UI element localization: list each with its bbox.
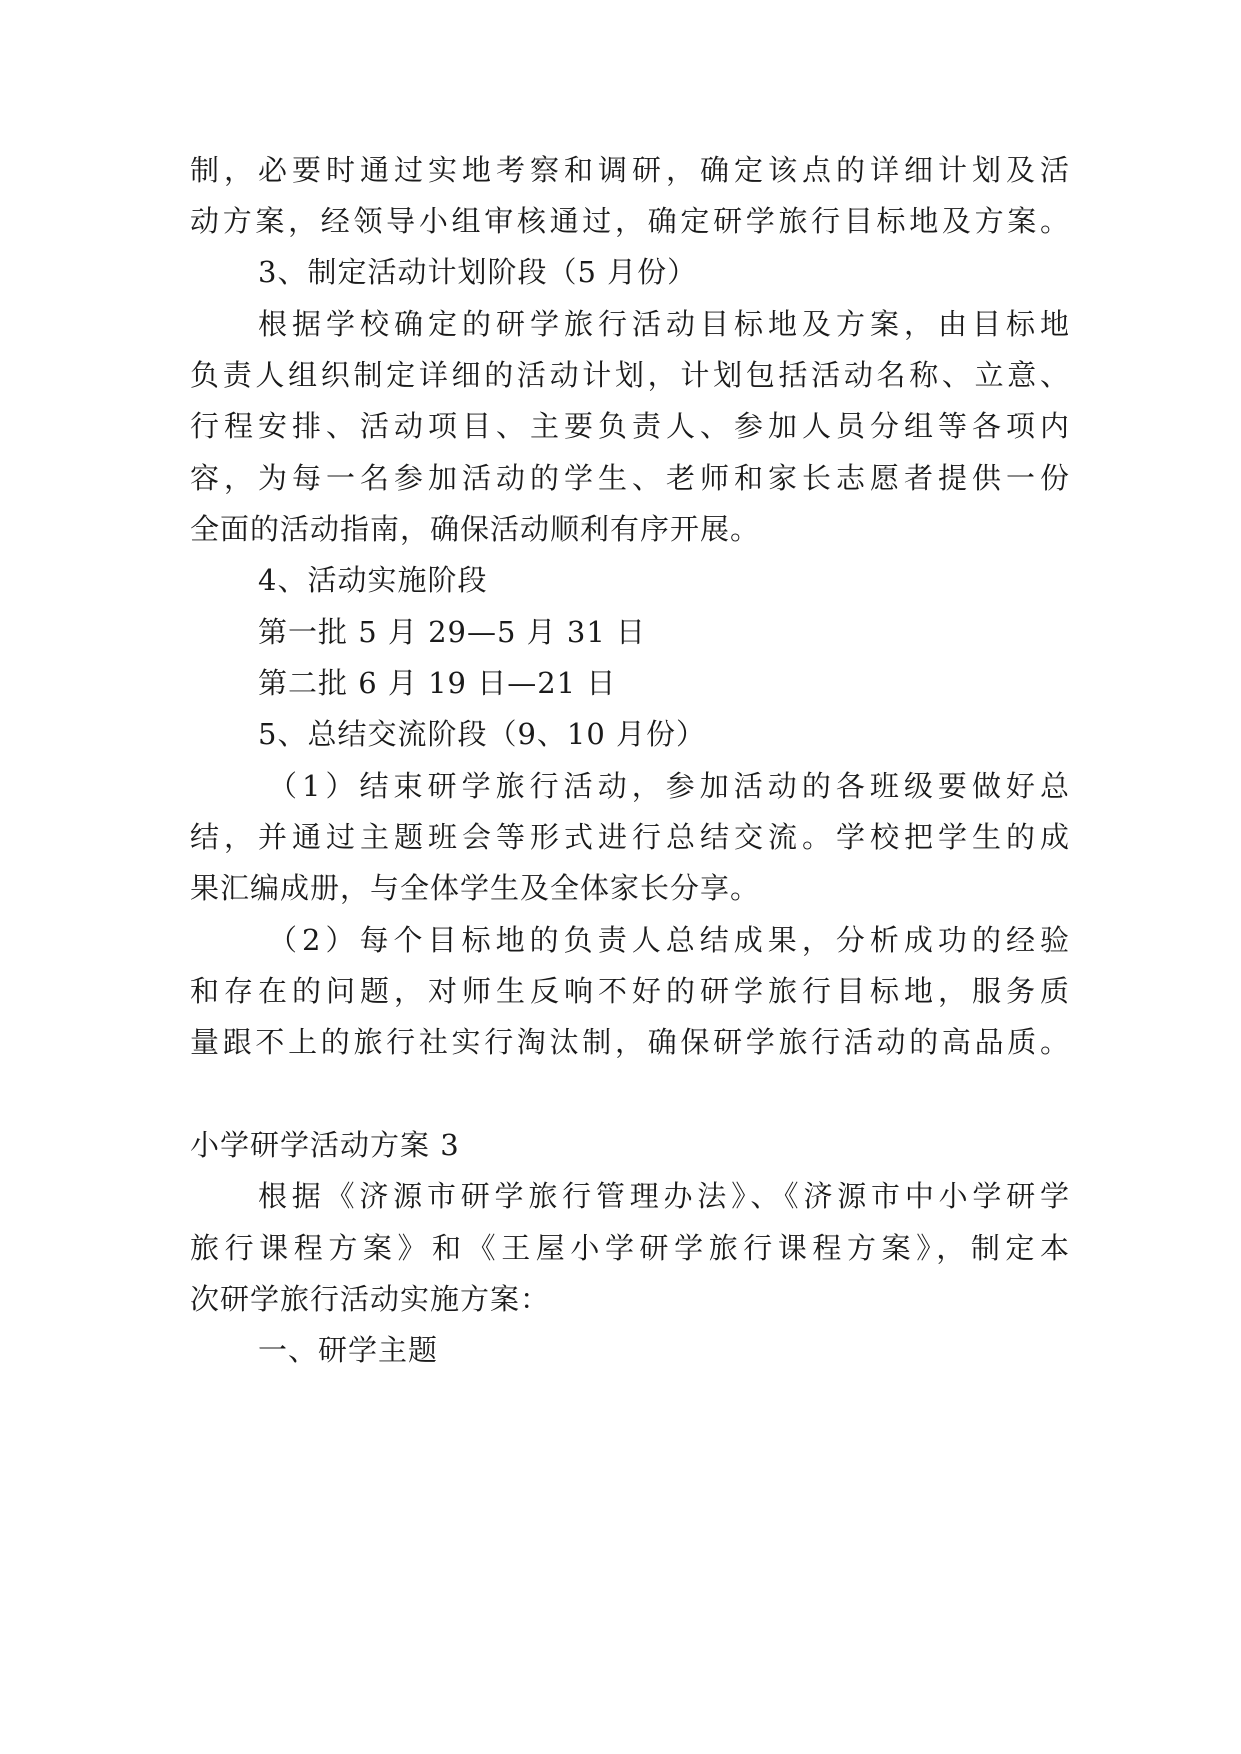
paragraph-line: 果汇编成册，与全体学生及全体家长分享。 bbox=[190, 871, 761, 905]
document-title: 小学研学活动方案 3 bbox=[190, 1128, 460, 1162]
paragraph-line: 容，为每一名参加活动的学生、老师和家长志愿者提供一份 bbox=[190, 461, 1070, 495]
paragraph-line: （2）每个目标地的负责人总结成果，分析成功的经验 bbox=[268, 923, 1070, 957]
paragraph-line: 根据学校确定的研学旅行活动目标地及方案，由目标地 bbox=[258, 307, 1070, 341]
section-heading: 一、研学主题 bbox=[258, 1333, 439, 1367]
paragraph-line: （1）结束研学旅行活动，参加活动的各班级要做好总 bbox=[268, 769, 1070, 803]
paragraph-line: 次研学旅行活动实施方案： bbox=[190, 1282, 551, 1316]
schedule-line: 第一批 5 月 29—5 月 31 日 bbox=[258, 615, 647, 649]
schedule-line: 第二批 6 月 19 日—21 日 bbox=[258, 666, 617, 700]
paragraph-line: 量跟不上的旅行社实行淘汰制，确保研学旅行活动的高品质。 bbox=[190, 1025, 1070, 1059]
paragraph-line: 和存在的问题，对师生反响不好的研学旅行目标地，服务质 bbox=[190, 974, 1070, 1008]
paragraph-line: 旅行课程方案》和《王屋小学研学旅行课程方案》，制定本 bbox=[190, 1231, 1070, 1265]
paragraph-line: 行程安排、活动项目、主要负责人、参加人员分组等各项内 bbox=[190, 409, 1070, 443]
paragraph-line: 制，必要时通过实地考察和调研，确定该点的详细计划及活 bbox=[190, 153, 1070, 187]
paragraph-line: 根据《济源市研学旅行管理办法》、《济源市中小学研学 bbox=[258, 1179, 1070, 1213]
paragraph-line: 全面的活动指南，确保活动顺利有序开展。 bbox=[190, 512, 761, 546]
section-heading: 5、总结交流阶段（9、10 月份） bbox=[258, 717, 707, 751]
paragraph-line: 动方案，经领导小组审核通过，确定研学旅行目标地及方案。 bbox=[190, 204, 1070, 238]
section-heading: 3、制定活动计划阶段（5 月份） bbox=[258, 255, 698, 289]
paragraph-line: 结，并通过主题班会等形式进行总结交流。学校把学生的成 bbox=[190, 820, 1070, 854]
section-heading: 4、活动实施阶段 bbox=[258, 563, 488, 597]
paragraph-line: 负责人组织制定详细的活动计划，计划包括活动名称、立意、 bbox=[190, 358, 1070, 392]
